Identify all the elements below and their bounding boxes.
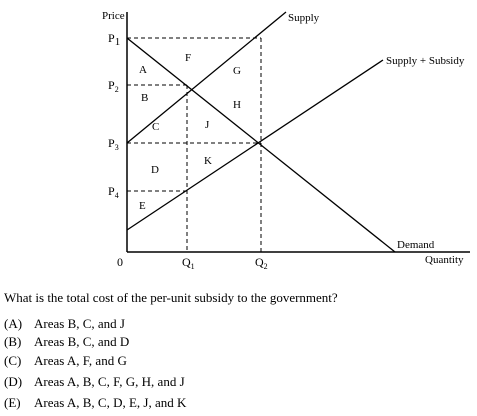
area-label-g: G xyxy=(233,65,241,77)
quantity-label-q1: $Q_1$ xyxy=(182,255,195,271)
quantity-label-q2: $Q_2$ xyxy=(255,255,268,271)
choice-text: Areas A, B, C, F, G, H, and J xyxy=(34,374,185,389)
area-label-d: D xyxy=(151,164,159,176)
area-label-h: H xyxy=(233,99,241,111)
choice-e[interactable] xyxy=(4,395,186,411)
area-label-j: J xyxy=(205,119,210,131)
area-label-e: E xyxy=(139,200,146,212)
choice-letter: (E) xyxy=(4,395,21,410)
area-label-a: A xyxy=(139,64,147,76)
choice-text: Areas A, B, C, D, E, J, and K xyxy=(34,395,187,410)
x-axis-label: Quantity xyxy=(425,254,464,266)
choice-letter: (A) xyxy=(4,316,23,331)
origin-label: 0 xyxy=(117,255,123,269)
area-label-b: B xyxy=(141,92,149,104)
supply-label: Supply xyxy=(288,12,320,24)
choice-text: Areas B, C, and D xyxy=(34,334,130,349)
choice-c[interactable] xyxy=(4,353,127,369)
choice-a[interactable] xyxy=(4,316,125,332)
choice-b[interactable] xyxy=(4,334,129,350)
price-label-p2: $P_2$ xyxy=(108,78,119,94)
question-text: What is the total cost of the per-unit subsidy to the government? xyxy=(4,290,338,305)
choice-letter: (D) xyxy=(4,374,23,389)
demand-label: Demand xyxy=(397,239,435,251)
y-axis-label: Price xyxy=(102,10,125,22)
area-label-c: C xyxy=(152,121,160,133)
area-label-f: F xyxy=(185,52,192,64)
choice-d[interactable] xyxy=(4,374,185,390)
price-label-p3: $P_3$ xyxy=(108,136,119,152)
area-label-k: K xyxy=(204,155,212,167)
choice-letter: (B) xyxy=(4,334,22,349)
price-label-p1: P1 xyxy=(108,31,121,48)
choice-text: Areas B, C, and J xyxy=(34,316,125,331)
price-label-p4: $P_4$ xyxy=(108,184,119,200)
supply-subsidy-label: Supply + Subsidy xyxy=(386,55,465,67)
choice-letter: (C) xyxy=(4,353,22,368)
choice-text: Areas A, F, and G xyxy=(34,353,127,368)
